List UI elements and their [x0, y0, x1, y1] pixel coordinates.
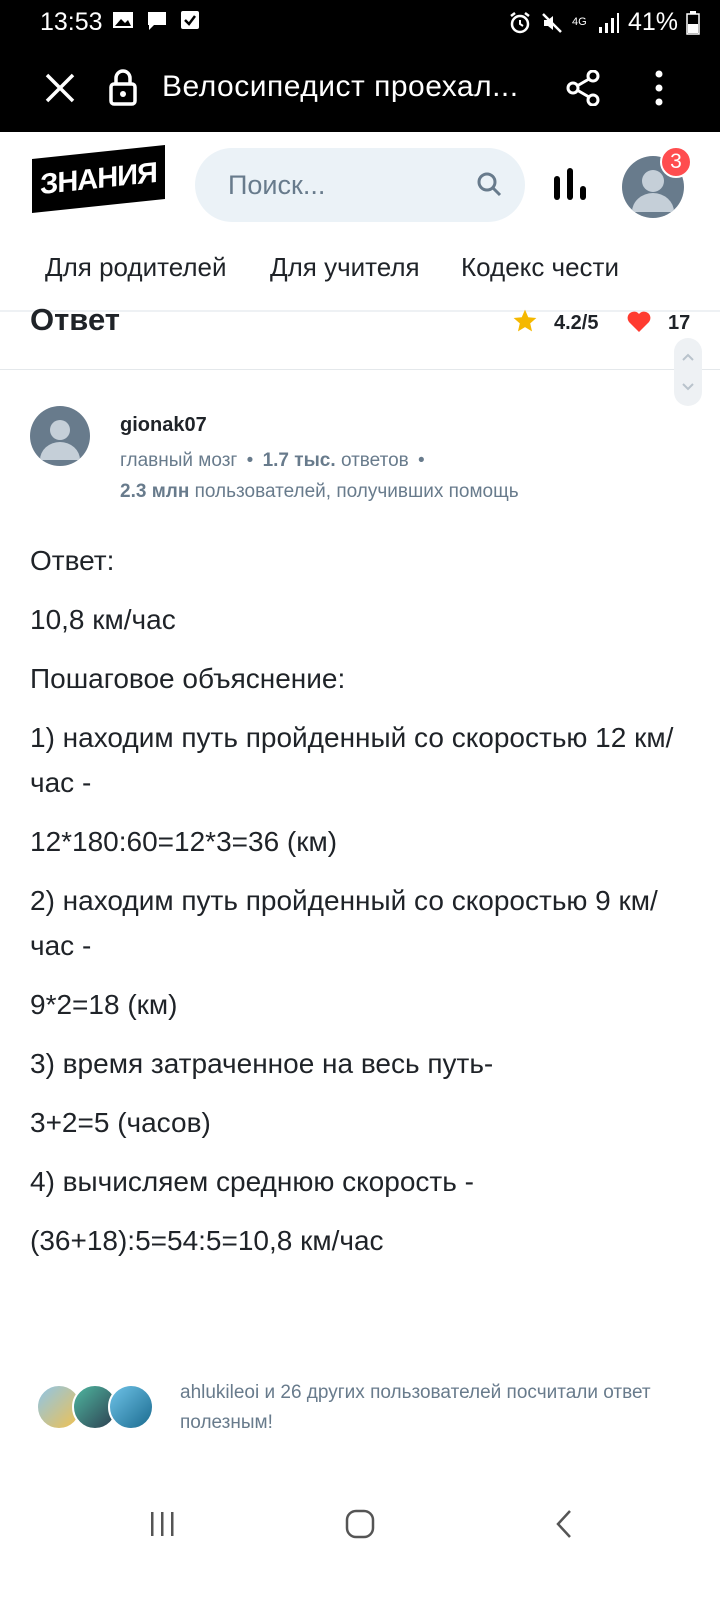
answer-heading: Ответ [30, 302, 120, 337]
answer-line: (36+18):5=54:5=10,8 км/час [30, 1225, 384, 1256]
alarm-icon [508, 11, 532, 35]
avatar[interactable] [108, 1384, 154, 1430]
answer-line: Пошаговое объяснение: [30, 663, 346, 694]
back-icon[interactable] [554, 1508, 574, 1540]
answer-line: 12*180:60=12*3=36 (км) [30, 826, 338, 857]
answer-line: 4) вычисляем среднюю скорость - [30, 1166, 474, 1197]
answer-line: 9*2=18 (км) [30, 989, 178, 1020]
logo-text: ЗНАНИЯ [40, 156, 157, 201]
answer-line: 10,8 км/час [30, 604, 176, 635]
share-icon[interactable] [566, 70, 600, 106]
close-icon[interactable] [44, 72, 76, 104]
notification-badge: 3 [660, 146, 692, 178]
status-time: 13:53 [40, 8, 103, 36]
battery-percent: 41% [627, 8, 678, 36]
scroll-handle[interactable] [674, 338, 702, 406]
signal-icon [598, 12, 620, 34]
helped-label: пользователей, получивших помощь [194, 481, 519, 502]
user-icon [30, 406, 90, 466]
helped-count: 2.3 млн [120, 481, 190, 502]
recent-apps-icon[interactable] [148, 1510, 178, 1538]
search-icon[interactable] [475, 170, 503, 198]
stats-icon[interactable] [552, 166, 588, 202]
nav-link-parents[interactable]: Для родителей [45, 252, 227, 282]
search-input[interactable] [195, 148, 525, 222]
answer-line: 2) находим путь пройденный со скоростью 9 км/час - [30, 885, 658, 961]
znania-logo[interactable] [32, 145, 165, 213]
helper-avatars [36, 1384, 160, 1432]
author-rank: главный мозг [120, 450, 238, 471]
author-meta: главный мозг • 1.7 тыс. ответов • [120, 450, 425, 471]
author-avatar[interactable] [30, 406, 90, 466]
browser-toolbar [0, 44, 720, 132]
system-icons [508, 8, 700, 37]
mute-icon [540, 11, 564, 35]
checkbox-icon [180, 10, 200, 30]
answer-body [30, 538, 698, 1277]
home-icon[interactable] [344, 1508, 376, 1540]
message-icon [146, 10, 168, 32]
nav-link-honor-code[interactable]: Кодекс чести [461, 252, 619, 282]
answer-line: 3) время затраченное на весь путь- [30, 1048, 494, 1079]
gallery-icon [112, 10, 134, 30]
answers-count: 1.7 тыс. [262, 450, 336, 471]
answers-label: ответов [340, 450, 409, 471]
status-bar [0, 0, 720, 44]
author-name[interactable]: gionak07 [120, 414, 207, 436]
helpful-text: ahlukileoi и 26 других пользователей посчитали ответ полезным! [180, 1382, 651, 1433]
search-placeholder: Поиск... [228, 170, 326, 200]
page-title: Велосипедист проехал... [162, 70, 519, 103]
battery-icon [686, 11, 700, 35]
android-nav-bar [0, 1500, 720, 1600]
notification-icons [112, 10, 200, 32]
more-options-icon[interactable] [654, 70, 664, 106]
chevron-down-icon [681, 382, 695, 392]
heart-icon[interactable] [626, 310, 652, 334]
lock-icon [108, 68, 138, 106]
author-helped [120, 481, 519, 503]
answer-line: 3+2=5 (часов) [30, 1107, 211, 1138]
answer-rating: 4.2/5 [554, 312, 599, 334]
star-icon [512, 308, 538, 334]
chevron-up-icon [681, 352, 695, 362]
answer-line: 1) находим путь пройденный со скоростью 12 км/час - [30, 722, 674, 798]
network-type: 4G [571, 16, 587, 28]
site-header [0, 132, 720, 312]
answer-header [0, 302, 720, 370]
answer-line: Ответ: [30, 545, 115, 576]
likes-count: 17 [668, 312, 691, 334]
nav-link-teachers[interactable]: Для учителя [270, 252, 420, 282]
